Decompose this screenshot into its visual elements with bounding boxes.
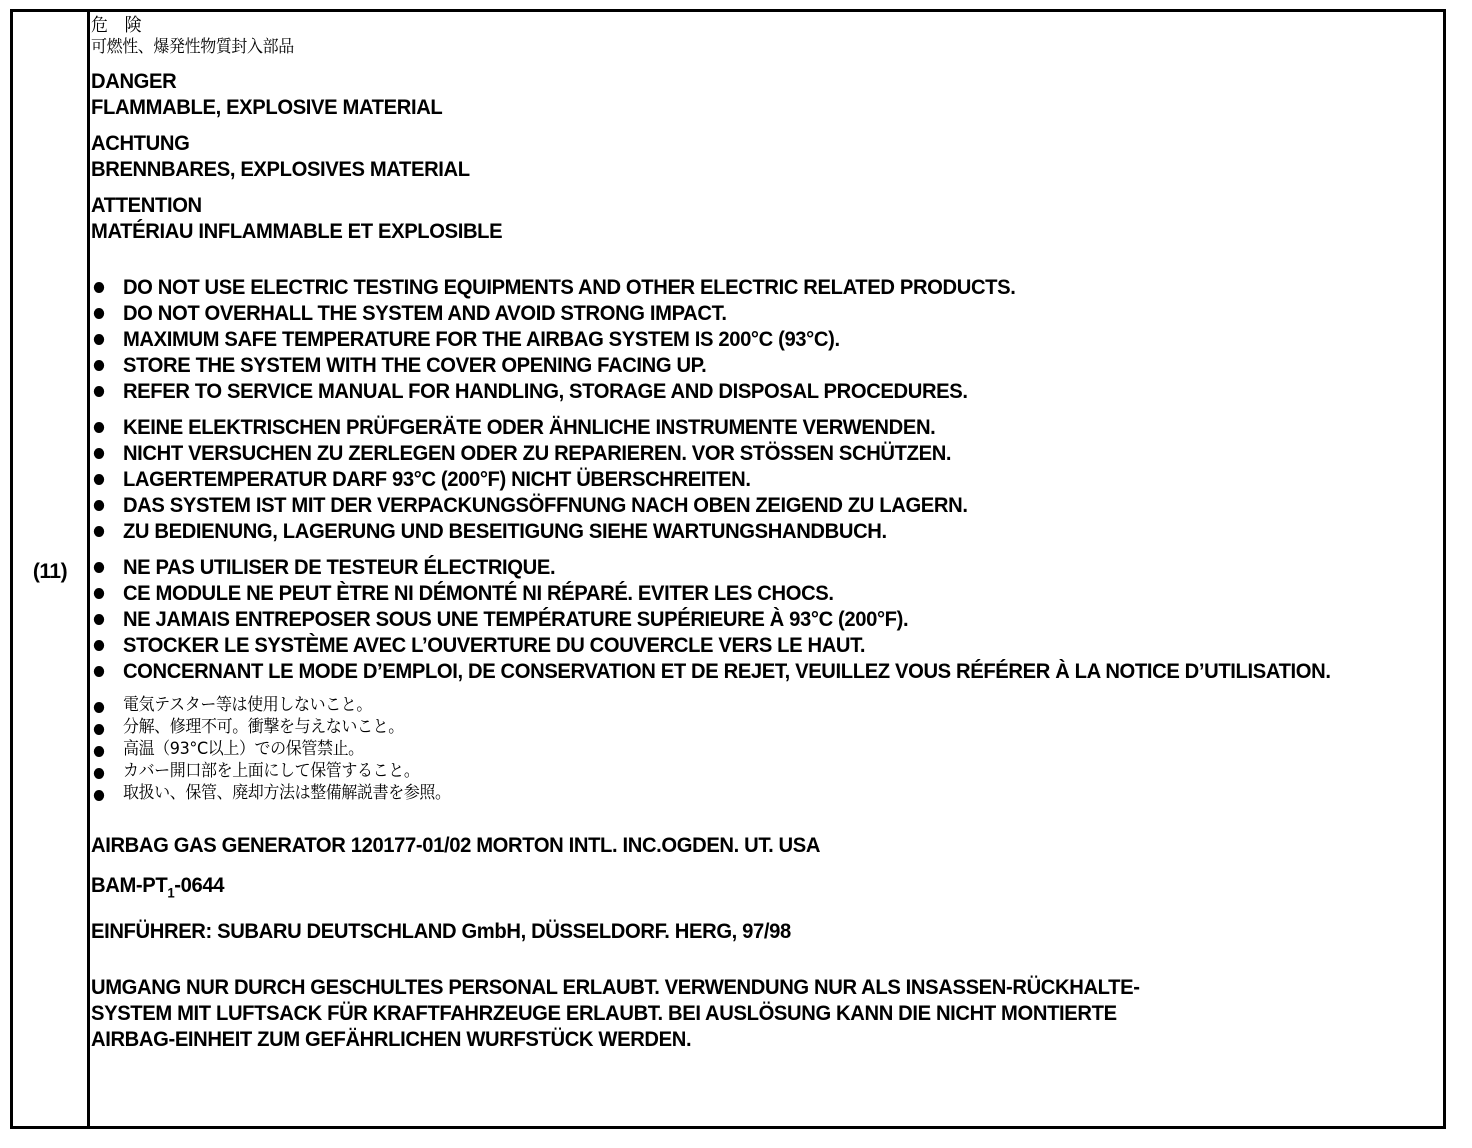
handling-notice (91, 974, 1426, 1052)
handling-notice-line: SYSTEM MIT LUFTSACK FÜR KRAFTFAHRZEUGE ERLAUBT. BEI AUSLÖSUNG KANN DIE NICHT MONTIERTE (91, 1001, 1117, 1026)
list-item: STORE THE SYSTEM WITH THE COVER OPENING FACING UP. (91, 352, 1362, 378)
warning-attention (91, 192, 1362, 244)
list-item: カバー開口部を上面にして保管すること。 (91, 760, 1362, 782)
list-item: REFER TO SERVICE MANUAL FOR HANDLING, STORAGE AND DISPOSAL PROCEDURES. (91, 378, 1362, 404)
warning-text: MATÉRIAU INFLAMMABLE ET EXPLOSIBLE (91, 219, 503, 243)
bullet-icon (94, 666, 104, 677)
bullet-icon (94, 768, 104, 779)
bullet-icon (94, 422, 104, 433)
bam-prefix: BAM-PT (91, 873, 168, 897)
handling-notice-line: UMGANG NUR DURCH GESCHULTES PERSONAL ERLAUBT. VERWENDUNG NUR ALS INSASSEN-RÜCKHALTE- (91, 975, 1140, 1000)
instructions-german (91, 414, 1362, 544)
bam-subscript: 1 (167, 884, 175, 901)
importer-line: EINFÜHRER: SUBARU DEUTSCHLAND GmbH, DÜSSELDORF. HERG, 97/98 (91, 919, 791, 944)
bullet-icon (94, 614, 104, 625)
list-item: DAS SYSTEM IST MIT DER VERPACKUNGSÖFFNUNG NACH OBEN ZEIGEND ZU LAGERN. (91, 492, 1362, 518)
japanese-danger-subtitle: 可燃性、爆発性物質封入部品 (91, 37, 294, 57)
column-divider (87, 12, 90, 1126)
item-number: (11) (32, 560, 68, 583)
warning-heading: ACHTUNG (91, 131, 190, 155)
list-item: MAXIMUM SAFE TEMPERATURE FOR THE AIRBAG SYSTEM IS 200°C (93°C). (91, 326, 1362, 352)
warning-heading: DANGER (91, 69, 177, 93)
warning-heading: ATTENTION (91, 193, 202, 217)
generator-line: AIRBAG GAS GENERATOR 120177-01/02 MORTON INTL. INC.OGDEN. UT. USA (91, 833, 821, 857)
list-item: STOCKER LE SYSTÈME AVEC L’OUVERTURE DU COUVERCLE VERS LE HAUT. (91, 632, 1362, 658)
list-item: DO NOT USE ELECTRIC TESTING EQUIPMENTS AND OTHER ELECTRIC RELATED PRODUCTS. (91, 274, 1362, 300)
list-item: NE PAS UTILISER DE TESTEUR ÉLECTRIQUE. (91, 554, 1362, 580)
bullet-icon (94, 724, 104, 735)
bullet-icon (94, 360, 104, 371)
list-item: 分解、修理不可。衝撃を与えないこと。 (91, 716, 1362, 738)
list-item: LAGERTEMPERATUR DARF 93°C (200°F) NICHT ÜBERSCHREITEN. (91, 466, 1362, 492)
label-table (10, 9, 1446, 1129)
handling-notice-line: AIRBAG-EINHEIT ZUM GEFÄHRLICHEN WURFSTÜCK WERDEN. (91, 1027, 692, 1052)
bam-code (91, 872, 1362, 905)
japanese-danger-title: 危 険 (91, 15, 148, 36)
list-item: NE JAMAIS ENTREPOSER SOUS UNE TEMPÉRATURE SUPÉRIEURE À 93°C (200°F). (91, 606, 1362, 632)
bullet-icon (94, 526, 104, 537)
list-item: ZU BEDIENUNG, LAGERUNG UND BESEITIGUNG SIEHE WARTUNGSHANDBUCH. (91, 518, 1362, 544)
list-item: KEINE ELEKTRISCHEN PRÜFGERÄTE ODER ÄHNLICHE INSTRUMENTE VERWENDEN. (91, 414, 1362, 440)
list-item: CONCERNANT LE MODE D’EMPLOI, DE CONSERVATION ET DE REJET, VEUILLEZ VOUS RÉFÉRER À LA NOTICE D’UTILISATION. (91, 658, 1458, 684)
warning-text: FLAMMABLE, EXPLOSIVE MATERIAL (91, 95, 443, 119)
bullet-icon (94, 562, 104, 573)
instructions-english (91, 274, 1362, 404)
bullet-icon (94, 334, 104, 345)
list-item: 高温（93°C以上）での保管禁止。 (91, 738, 1362, 760)
warning-achtung (91, 130, 1362, 182)
bullet-icon (94, 790, 104, 801)
bullet-icon (94, 308, 104, 319)
japanese-header (91, 16, 1362, 58)
bullet-icon (94, 702, 104, 713)
instructions-japanese (91, 694, 1362, 804)
list-item: DO NOT OVERHALL THE SYSTEM AND AVOID STRONG IMPACT. (91, 300, 1362, 326)
bullet-icon (94, 474, 104, 485)
bullet-icon (94, 640, 104, 651)
list-item: 電気テスター等は使用しないこと。 (91, 694, 1362, 716)
bullet-icon (94, 386, 104, 397)
label-content (91, 16, 1362, 1052)
list-item: 取扱い、保管、廃却方法は整備解説書を参照。 (91, 782, 1362, 804)
bullet-icon (94, 746, 104, 757)
instructions-french (91, 554, 1362, 684)
bullet-icon (94, 282, 104, 293)
list-item: NICHT VERSUCHEN ZU ZERLEGEN ODER ZU REPARIEREN. VOR STÖSSEN SCHÜTZEN. (91, 440, 1362, 466)
warning-danger (91, 68, 1362, 120)
bullet-icon (94, 588, 104, 599)
warning-text: BRENNBARES, EXPLOSIVES MATERIAL (91, 157, 470, 181)
bullet-icon (94, 448, 104, 459)
bullet-icon (94, 500, 104, 511)
list-item: CE MODULE NE PEUT ÈTRE NI DÉMONTÉ NI RÉPARÉ. EVITER LES CHOCS. (91, 580, 1362, 606)
bam-suffix: -0644 (174, 873, 225, 897)
